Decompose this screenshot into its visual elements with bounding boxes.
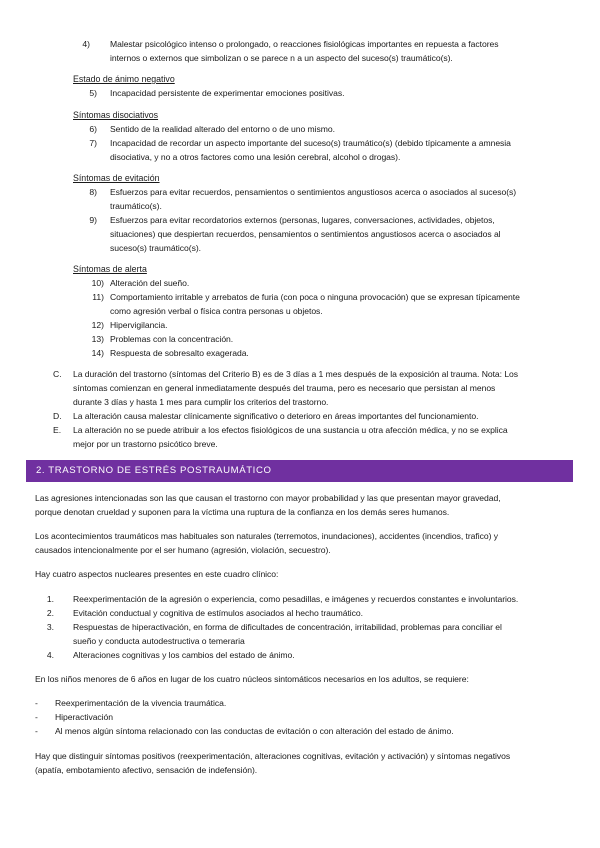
item-text: Respuesta de sobresalto exagerada. bbox=[110, 348, 249, 358]
bullet-mark: - bbox=[35, 698, 38, 708]
list-number: 3. bbox=[46, 622, 54, 632]
item-number: 4) bbox=[82, 39, 90, 49]
list-item: sueño y conducta autodestructiva o temeraria bbox=[73, 636, 245, 646]
paragraph-text: Los acontecimientos traumáticos mas habituales son naturales (terremotos, inundaciones), accidentes (incendios, trafico) y bbox=[35, 531, 498, 541]
bullet-mark: - bbox=[35, 712, 38, 722]
item-number: 7) bbox=[89, 138, 97, 148]
item-text: Esfuerzos para evitar recuerdos, pensamientos o sentimientos angustiosos acerca o asociados al suceso(s) bbox=[110, 187, 517, 197]
item-text: Incapacidad de recordar un aspecto importante del suceso(s) traumático(s) (debido típicamente a amnesia bbox=[110, 138, 511, 148]
paragraph-text: Hay cuatro aspectos nucleares presentes en este cuadro clínico: bbox=[35, 569, 279, 579]
item-number: 10) bbox=[91, 278, 104, 288]
item-text: Comportamiento irritable y arrebatos de furia (con poca o ninguna provocación) que se expresan típicamente bbox=[110, 292, 520, 302]
item-number: 6) bbox=[89, 124, 97, 134]
paragraph-text: Las agresiones intencionadas son las que causan el trastorno con mayor probabilidad y las que presentan mayor gravedad, bbox=[35, 493, 501, 503]
section-2-title: 2. TRASTORNO DE ESTRÉS POSTRAUMÁTICO bbox=[36, 465, 272, 476]
list-item: Reexperimentación de la agresión o experiencia, como pesadillas, e imágenes y recuerdos constantes e involuntarios. bbox=[73, 594, 519, 604]
paragraph-text: porque denotan crueldad y suponen para la víctima una ruptura de la confianza en los demás seres humanos. bbox=[35, 507, 450, 517]
criterion-letter: D. bbox=[53, 411, 62, 421]
item-text: traumático(s). bbox=[110, 201, 162, 211]
criterion-text: síntomas comienzan en general inmediatamente después del trauma, pero es necesario que persistan al menos bbox=[73, 383, 496, 393]
item-text: Alteración del sueño. bbox=[110, 278, 190, 288]
criterion-text: mejor por un trastorno psicótico breve. bbox=[73, 439, 218, 449]
heading-disociativos: Síntomas disociativos bbox=[73, 110, 159, 120]
item-text: Sentido de la realidad alterado del entorno o de uno mismo. bbox=[110, 124, 335, 134]
section-2-banner bbox=[26, 460, 573, 482]
item-number: 5) bbox=[89, 88, 97, 98]
heading-estado-animo: Estado de ánimo negativo bbox=[73, 74, 175, 84]
item-number: 11) bbox=[92, 292, 104, 302]
criterion-letter: C. bbox=[53, 369, 62, 379]
list-number: 1. bbox=[46, 594, 54, 604]
item-text: como agresión verbal o física contra personas u objetos. bbox=[110, 306, 323, 316]
item-number: 14) bbox=[91, 348, 104, 358]
bullet-item: Al menos algún síntoma relacionado con las conductas de evitación o con alteración del estado de ánimo. bbox=[55, 726, 454, 736]
item-text: Malestar psicológico intenso o prolongado, o reacciones fisiológicas importantes en repuesta a factores bbox=[110, 39, 499, 49]
list-number: 2. bbox=[46, 608, 54, 618]
bullet-item: Reexperimentación de la vivencia traumática. bbox=[55, 698, 227, 708]
item-number: 12) bbox=[91, 320, 104, 330]
criterion-text: durante 3 días y hasta 1 mes para cumplir los criterios del trastorno. bbox=[73, 397, 329, 407]
item-number: 9) bbox=[89, 215, 97, 225]
list-item: Respuestas de hiperactivación, en forma de dificultades de concentración, irritabilidad, problemas para conciliar el bbox=[73, 622, 502, 632]
criterion-text: La alteración causa malestar clínicamente significativo o deterioro en áreas importantes del funcionamiento. bbox=[73, 411, 479, 421]
heading-evitacion: Síntomas de evitación bbox=[73, 173, 160, 183]
heading-alerta: Síntomas de alerta bbox=[73, 264, 147, 274]
paragraph-text: causados intencionalmente por el ser humano (agresión, violación, secuestro). bbox=[35, 545, 331, 555]
item-number: 13) bbox=[91, 334, 104, 344]
item-text: disociativa, y no a otros factores como una lesión cerebral, alcohol o drogas). bbox=[110, 152, 401, 162]
item-text: suceso(s) traumático(s). bbox=[110, 243, 201, 253]
list-number: 4. bbox=[46, 650, 54, 660]
list-item: Evitación conductual y cognitiva de estímulos asociados al hecho traumático. bbox=[73, 608, 363, 618]
item-text: internos o externos que simbolizan o se parece n a un aspecto del suceso(s) traumático(s). bbox=[110, 53, 453, 63]
paragraph-text: En los niños menores de 6 años en lugar de los cuatro núcleos sintomáticos necesarios en los adultos, se requiere: bbox=[35, 674, 469, 684]
item-text: Hipervigilancia. bbox=[110, 320, 168, 330]
bullet-item: Hiperactivación bbox=[55, 712, 114, 722]
criterion-text: La alteración no se puede atribuir a los efectos fisiológicos de una sustancia u otra afección médica, y no se explica bbox=[73, 425, 508, 435]
item-text: situaciones) que despiertan recuerdos, pensamientos o sentimientos angustiosos acerca o asociados al bbox=[110, 229, 501, 239]
bullet-mark: - bbox=[35, 726, 38, 736]
paragraph-text: (apatía, embotamiento afectivo, sensación de indefensión). bbox=[35, 765, 258, 775]
item-text: Esfuerzos para evitar recordatorios externos (personas, lugares, conversaciones, actividades, objetos, bbox=[110, 215, 495, 225]
item-number: 8) bbox=[89, 187, 97, 197]
criterion-letter: E. bbox=[53, 425, 62, 435]
list-item: Alteraciones cognitivas y los cambios del estado de ánimo. bbox=[73, 650, 295, 660]
criterion-text: La duración del trastorno (síntomas del Criterio B) es de 3 días a 1 mes después de la exposición al trauma. Nota: Los bbox=[73, 369, 519, 379]
item-text: Incapacidad persistente de experimentar emociones positivas. bbox=[110, 88, 345, 98]
paragraph-text: Hay que distinguir síntomas positivos (reexperimentación, alteraciones cognitivas, evitación y activación) y síntomas negativos bbox=[35, 751, 511, 761]
item-text: Problemas con la concentración. bbox=[110, 334, 234, 344]
